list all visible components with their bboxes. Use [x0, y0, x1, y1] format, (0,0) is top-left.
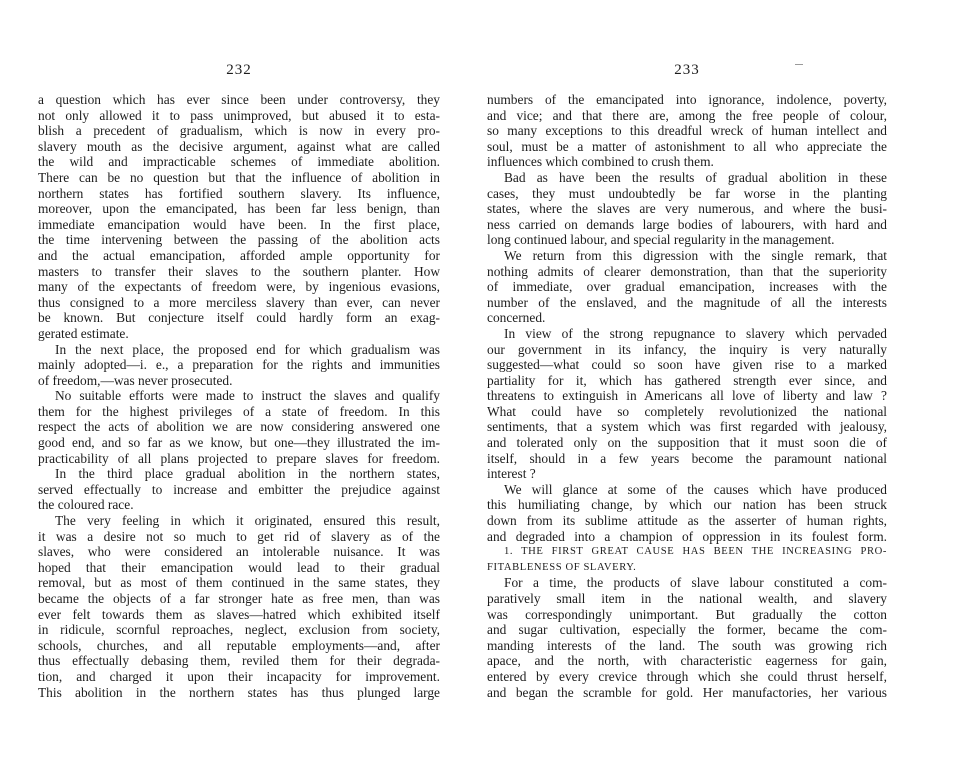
text-line: concerned. [487, 310, 546, 326]
text-line: and tolerated only on the supposition that it must soon die of [487, 435, 887, 451]
text-line: and began the scramble for gold. Her manufactories, her various [487, 684, 887, 700]
text-line: paratively small item in the national wealth, and slavery [487, 591, 887, 606]
text-line: in ridicule, scornful reproaches, neglect, exclusion from society, [38, 622, 440, 638]
text-line: We will glance at some of the causes which have produced [504, 481, 887, 497]
text-line: the time intervening between the passing of the abolition acts [38, 232, 440, 248]
text-line: of immediate, over gradual emancipation, increases with the [487, 279, 887, 295]
text-line: itself, should in a few years become the paramount national [487, 450, 887, 466]
text-line: northern states has fortified southern slavery. Its influence, [38, 185, 440, 201]
text-line: them for the highest privileges of a state of freedom. In this [38, 403, 440, 419]
text-line: hoped that their emancipation would lead to their gradual [38, 559, 440, 575]
left-page-number: 232 [226, 62, 252, 78]
text-line: good end, and so far as we know, but one—they illustrated the im- [38, 435, 440, 451]
text-line: In the next place, the proposed end for which gradualism was [55, 341, 440, 357]
text-line: be known. But conjecture itself could hardly form an exag- [38, 310, 440, 326]
text-line: In the third place gradual abolition in the northern states, [55, 466, 440, 482]
text-line: blish a precedent of gradualism, which is now in every pro- [38, 123, 440, 139]
text-line: this humiliating change, by which our nation has been struck [487, 497, 887, 513]
text-line: so many exceptions to this dreadful wreck of human intellect and [487, 123, 887, 139]
text-line: sentiments, that a system which was first regarded with jealousy, [487, 419, 887, 435]
text-line: removal, but as most of them continued in the same states, they [38, 575, 440, 591]
text-line: a question which has ever since been under controversy, they [38, 92, 440, 107]
text-line: nothing admits of clearer demonstration, than that the superiority [487, 263, 887, 279]
text-line: thus consigned to a more merciless slavery than ever, can never [38, 294, 440, 310]
text-line: numbers of the emancipated into ignorance, indolence, poverty, [487, 92, 887, 107]
text-line: number of the enslaved, and the magnitude of all the interests [487, 294, 887, 310]
text-line: the wild and impracticable schemes of immediate abolition. [38, 154, 440, 170]
text-line: many of the expectants of freedom were, by ingenious evasions, [38, 279, 440, 295]
text-line: soul, must be a matter of astonishment to all who appreciate the [487, 138, 887, 154]
text-line: We return from this digression with the single remark, that [504, 247, 887, 263]
text-line: manding interests of the land. The south was growing rich [487, 637, 887, 653]
text-line: practicability of all plans projected to prepare slaves for freedom. [38, 450, 440, 466]
text-line: slavery mouth as the decisive argument, against what are called [38, 138, 440, 154]
text-line: respect the acts of abolition we are now considering answered one [38, 419, 440, 435]
text-line: There can be no question but that the influence of abolition in [38, 169, 440, 185]
text-line: For a time, the products of slave labour constituted a com- [504, 575, 887, 591]
text-line: entered by every crevice through which she could thrust herself, [487, 668, 887, 684]
text-line: slaves, who were considered an intolerable nuisance. It was [38, 544, 440, 560]
text-line: of freedom,—was never prosecuted. [38, 372, 233, 388]
text-line: schools, churches, and all reputable employments—and, after [38, 637, 440, 653]
text-line: our government in its infancy, the inquiry is very naturally [487, 341, 887, 357]
text-line: gerated estimate. [38, 325, 129, 341]
text-line: and vice; and that there are, among the free people of colour, [487, 107, 887, 123]
text-line: What could have so completely revolutionized the national [487, 403, 887, 419]
text-line: it was a desire not so much to get rid of slavery as of the [38, 528, 440, 544]
left-page [38, 0, 440, 769]
text-line: thus effectually debasing them, reviled them for their degrada- [38, 653, 440, 669]
text-line: In view of the strong repugnance to slavery which pervaded [504, 325, 887, 341]
text-line: interest ? [487, 466, 536, 482]
text-line: masters to transfer their slaves to the southern planter. How [38, 263, 440, 279]
right-page-text [487, 92, 887, 700]
right-page-number: 233 [674, 62, 700, 78]
page-mark [795, 64, 803, 65]
text-line: not only allowed it to pass unimproved, but abused it to esta- [38, 107, 440, 123]
right-page [487, 0, 887, 769]
text-line: partiality for it, which has gathered strength ever since, and [487, 372, 887, 388]
text-line: long continued labour, and special regularity in the management. [487, 232, 835, 248]
text-line: No suitable efforts were made to instruct the slaves and qualify [55, 388, 440, 404]
text-line: ness carried on demands large bodies of labourers, with hard and [487, 216, 887, 232]
section-heading: FITABLENESS OF SLAVERY. [487, 561, 637, 573]
text-line: cases, they must undoubtedly be far worse in the planting [487, 185, 887, 201]
text-line: ever felt towards them as slaves—hatred which exhibited itself [38, 606, 440, 622]
text-line: the coloured race. [38, 497, 134, 513]
section-heading: 1. THE FIRST GREAT CAUSE HAS BEEN THE INCREASING PRO- [504, 546, 887, 558]
text-line: Bad as have been the results of gradual abolition in these [504, 169, 887, 185]
text-line: suggested—what could so soon have given rise to a marked [487, 357, 887, 373]
text-line: states, where the slaves are very numerous, and where the busi- [487, 201, 887, 217]
text-line: moreover, upon the emancipated, has been far less benign, than [38, 201, 440, 217]
text-line: was correspondingly unimportant. But gradually the cotton [487, 606, 887, 622]
text-line: apace, and the north, with characteristic eagerness for gain, [487, 653, 887, 669]
text-line: and the actual emancipation, afforded ample opportunity for [38, 247, 440, 263]
text-line: became the objects of a far stronger hate as free men, than was [38, 591, 440, 606]
text-line: mainly adopted—i. e., a preparation for the rights and immunities [38, 357, 440, 373]
text-line: tion, and charged it upon their incapacity for improvement. [38, 668, 440, 684]
text-line: The very feeling in which it originated, ensured this result, [55, 513, 440, 529]
text-line: immediate emancipation would have been. In the first place, [38, 216, 440, 232]
text-line: This abolition in the northern states has thus plunged large [38, 684, 440, 700]
text-line: down from its sublime attitude as the asserter of human rights, [487, 513, 887, 529]
text-line: served effectually to increase and embitter the prejudice against [38, 481, 440, 497]
text-line: influences which combined to crush them. [487, 154, 714, 170]
text-line: and degraded into a champion of oppression in its foulest form. [487, 528, 887, 544]
left-page-text [38, 92, 440, 700]
text-line: threatens to extinguish in Americans all love of liberty and law ? [487, 388, 887, 404]
text-line: and sugar cultivation, especially the former, became the com- [487, 622, 887, 638]
